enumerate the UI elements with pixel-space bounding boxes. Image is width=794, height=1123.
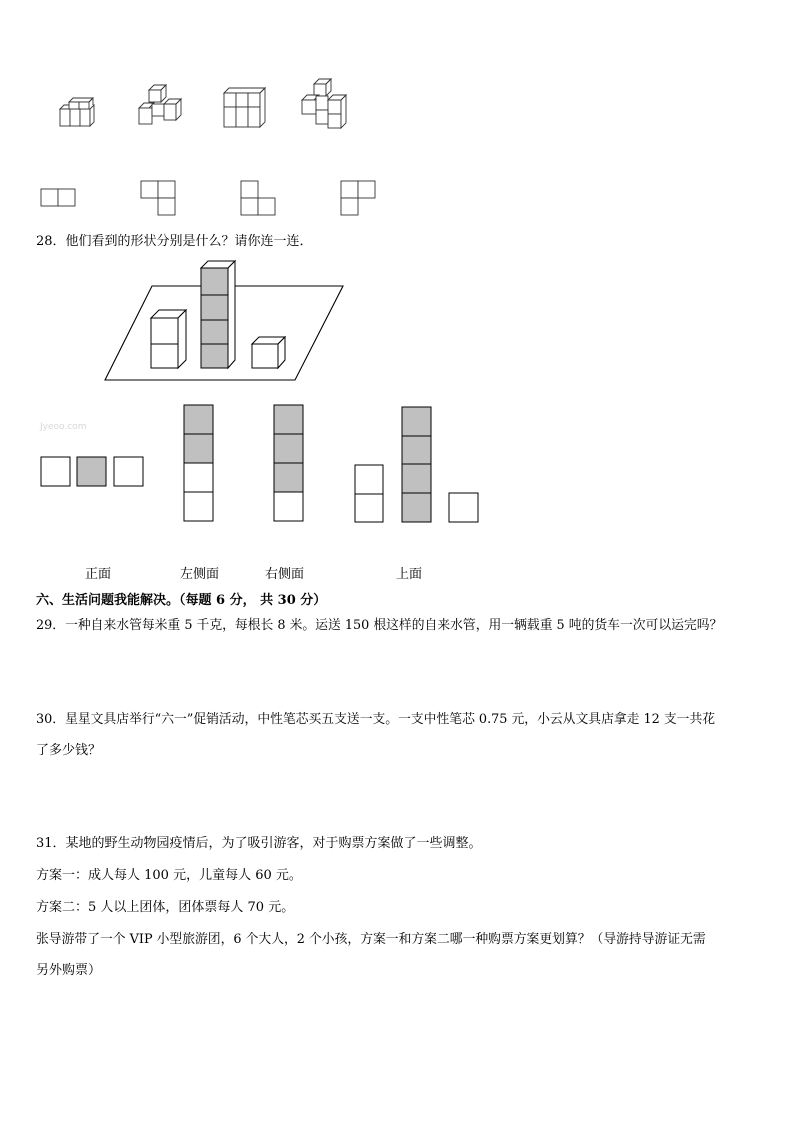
flat-view-3 — [240, 180, 280, 220]
cube-figure-4 — [300, 78, 355, 133]
q31-line2: 方案一：成人每人 100 元，儿童每人 60 元。 — [36, 868, 302, 883]
q30-line1: 30．星星文具店举行“六一”促销活动，中性笔芯买五支送一支。一支中性笔芯 0.75 元，小云从文具店拿走 12 支一共花 — [36, 712, 716, 727]
flat-view-1 — [40, 188, 80, 208]
label-left-side: 左侧面 — [180, 567, 220, 582]
cube-figure-3 — [220, 84, 270, 134]
q31-line1: 31．某地的野生动物园疫情后，为了吸引游客，对于购票方案做了一些调整。 — [36, 836, 482, 851]
q29-text: 29．一种自来水管每米重 5 千克，每根长 8 米。运送 150 根这样的自来水管，用一辆载重 5 吨的货车一次可以运完吗？ — [36, 618, 723, 633]
section-note: （每题 6 分， 共 30 分） — [179, 593, 327, 608]
view-front — [40, 456, 146, 488]
view-right — [273, 404, 305, 524]
flat-view-2 — [140, 180, 180, 220]
q28-scene — [100, 258, 360, 388]
flat-view-4 — [340, 180, 380, 220]
section-title: 六、生活问题我能解决。 — [36, 593, 180, 608]
q31-line4: 张导游带了一个 VIP 小型旅游团，6 个大人，2 个小孩，方案一和方案二哪一种购票方案更划算？（导游持导游证无需 — [36, 932, 706, 947]
label-front: 正面 — [85, 567, 112, 582]
q31-line5: 另外购票） — [36, 963, 102, 978]
label-right-side: 右侧面 — [265, 567, 305, 582]
view-top — [354, 406, 482, 526]
label-top: 上面 — [396, 567, 423, 582]
cube-figure-2 — [135, 80, 190, 135]
view-left — [183, 404, 215, 524]
cube-figure-1 — [55, 96, 105, 132]
q31-line3: 方案二：5 人以上团体，团体票每人 70 元。 — [36, 900, 295, 915]
q28-title: 28．他们看到的形状分别是什么？请你连一连． — [36, 234, 313, 249]
section-heading — [36, 589, 326, 608]
watermark: Jyeoo.com — [40, 422, 87, 432]
q30-line2: 了多少钱？ — [36, 743, 102, 758]
